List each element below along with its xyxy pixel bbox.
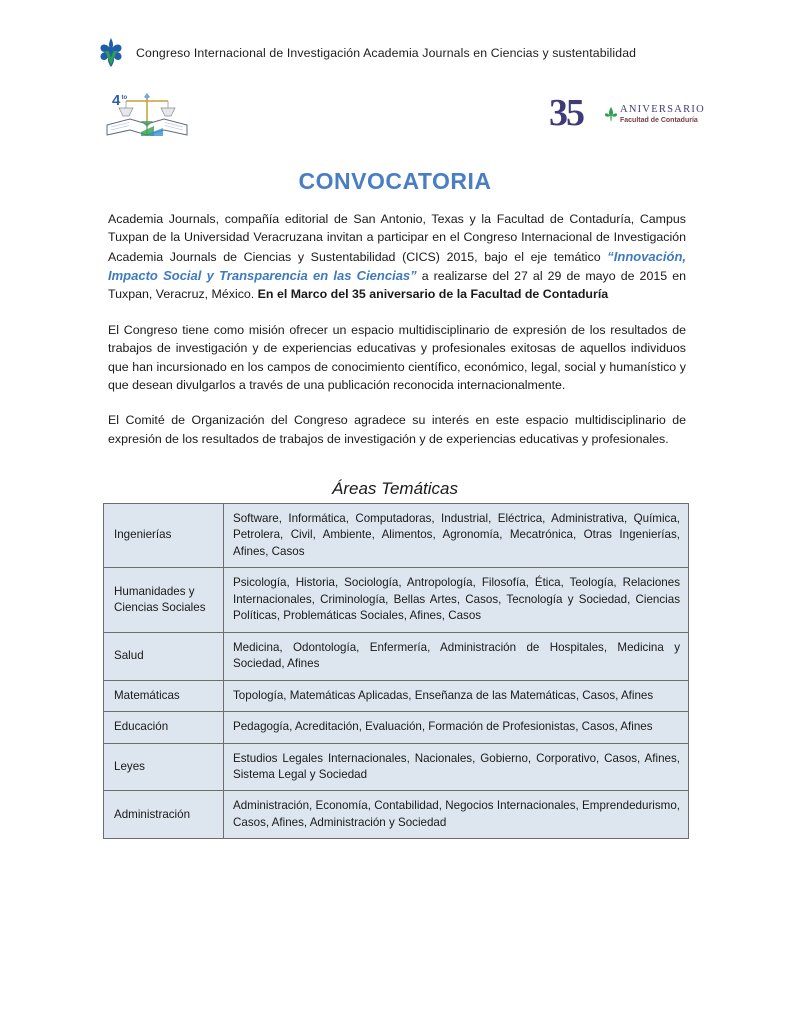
area-name-cell: Educación	[104, 712, 224, 743]
svg-text:ANIVERSARIO: ANIVERSARIO	[620, 104, 705, 115]
page-title: CONVOCATORIA	[298, 168, 492, 194]
table-row	[104, 568, 689, 632]
paragraph-committee: El Comité de Organización del Congreso agradece su interés en este espacio multidisciplinario de expresión de los resultados de trabajos de investigación y de experiencias educativas y profesionales.	[108, 413, 686, 446]
fourth-edition-logo-icon	[104, 88, 190, 138]
area-items-cell: Topología, Matemáticas Aplicadas, Enseñanza de las Matemáticas, Casos, Afines	[224, 680, 689, 711]
document-body	[108, 210, 686, 448]
area-items-cell: Administración, Economía, Contabilidad, Negocios Internacionales, Emprendedurismo, Casos, Afines, Administración y Sociedad	[224, 791, 689, 839]
table-row	[104, 743, 689, 791]
svg-text:Facultad de Contaduría: Facultad de Contaduría	[620, 117, 698, 124]
paragraph-intro	[108, 210, 686, 304]
areas-tematicas-table	[103, 503, 689, 839]
area-items-cell: Estudios Legales Internacionales, Nacionales, Gobierno, Corporativo, Casos, Afines, Sistema Legal y Sociedad	[224, 743, 689, 791]
svg-text:4: 4	[112, 92, 121, 109]
area-items-cell: Medicina, Odontología, Enfermería, Administración de Hospitales, Medicina y Sociedad, Afines	[224, 632, 689, 680]
areas-section-heading: Áreas Temáticas	[332, 479, 458, 498]
logo-row	[104, 88, 704, 144]
document-header-text: Congreso Internacional de Investigación Academia Journals en Ciencias y sustentabilidad	[136, 46, 637, 60]
areas-table-body	[104, 504, 689, 839]
area-items-cell: Pedagogía, Acreditación, Evaluación, Formación de Profesionistas, Casos, Afines	[224, 712, 689, 743]
area-items-cell: Psicología, Historia, Sociología, Antropología, Filosofía, Ética, Teología, Relaciones Internacionales, Criminología, Bellas Artes, Casos, Tecnología y Sociedad, Ciencias Políticas, Problemáticas Sociales, Afines, Casos	[224, 568, 689, 632]
table-row	[104, 632, 689, 680]
anniversary-35-logo-icon	[549, 92, 709, 138]
table-row	[104, 712, 689, 743]
area-items-cell: Software, Informática, Computadoras, Industrial, Eléctrica, Administrativa, Química, Petrolera, Civil, Ambiente, Alimentos, Agronomía, Mecatrónica, Otras Ingenierías, Afines, Casos	[224, 504, 689, 568]
table-row	[104, 504, 689, 568]
universidad-veracruzana-logo-icon	[96, 37, 126, 69]
area-name-cell: Matemáticas	[104, 680, 224, 711]
area-name-cell: Salud	[104, 632, 224, 680]
paragraph-intro-part2: a realizarse del 27 al 29 de mayo de 2015 en Tuxpan, Veracruz, México.	[108, 269, 686, 302]
document-header	[96, 36, 706, 70]
area-name-cell: Humanidades y Ciencias Sociales	[104, 568, 224, 632]
paragraph-mission: El Congreso tiene como misión ofrecer un espacio multidisciplinario de expresión de los resultados de trabajos de investigación y de experiencias educativas y profesionales exitosas de aquellos individuos que han incursionado en los campos de conocimiento científico, económico, legal, social y humanístico y que desean divulgarlos a través de una publicación reconocida internacionalmente.	[108, 322, 686, 392]
svg-text:35: 35	[549, 92, 583, 134]
congress-theme-highlight: “Innovación, Impacto Social y Transparencia en las Ciencias”	[108, 248, 686, 284]
area-name-cell: Leyes	[104, 743, 224, 791]
area-name-cell: Ingenierías	[104, 504, 224, 568]
svg-text:to: to	[121, 95, 128, 101]
area-name-cell: Administración	[104, 791, 224, 839]
anniversary-framing-text: En el Marco del 35 aniversario de la Facultad de Contaduría	[257, 287, 609, 302]
table-row	[104, 680, 689, 711]
areas-table-container	[103, 503, 689, 839]
table-row	[104, 791, 689, 839]
paragraph-intro-part1: Academia Journals, compañía editorial de San Antonio, Texas y la Facultad de Contaduría, Campus Tuxpan de la Universidad Veracruzana invitan a participar en el Congreso Internacional de Investigación Academia Journals de Ciencias y Sustentabilidad (CICS) 2015, bajo el eje temático	[108, 212, 686, 264]
